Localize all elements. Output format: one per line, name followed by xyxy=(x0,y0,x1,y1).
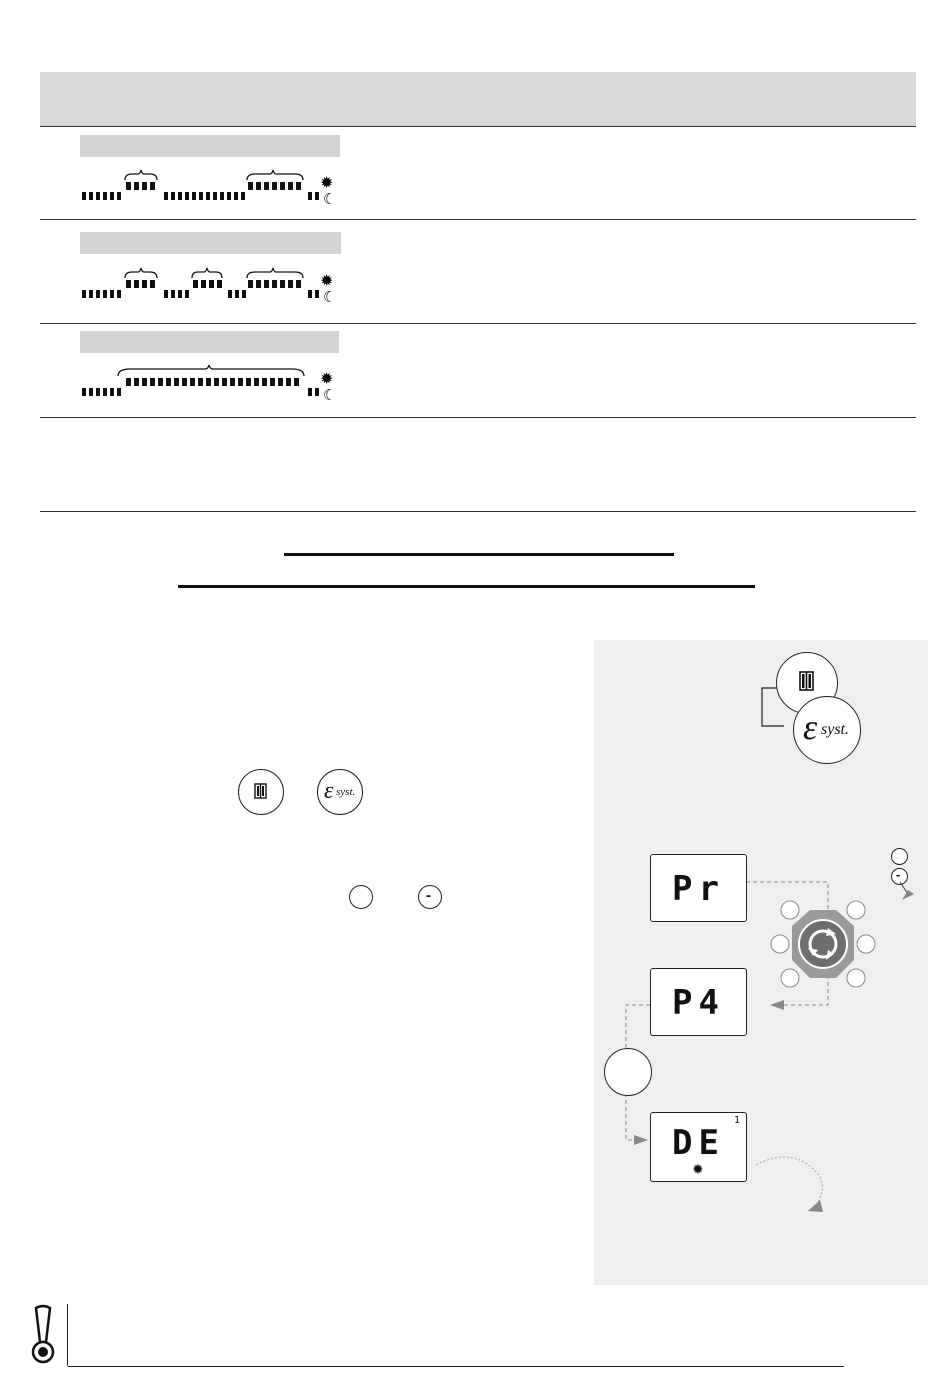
lcd-index: 1 xyxy=(733,1115,740,1126)
title-underline xyxy=(284,553,674,556)
minus-label: - xyxy=(896,867,901,882)
sun-icon: ✹ xyxy=(320,271,334,290)
subtitle-underline xyxy=(178,585,755,588)
lcd-display-schedule xyxy=(650,1112,747,1182)
row-divider xyxy=(40,323,916,324)
selector-dial[interactable] xyxy=(768,898,878,998)
program-icon xyxy=(239,770,282,813)
note-underline xyxy=(68,1366,844,1367)
sun-icon: ✹ xyxy=(692,1161,704,1177)
lcd-display-program-number xyxy=(650,968,747,1036)
minus-label: - xyxy=(426,887,431,904)
row-divider xyxy=(40,126,916,127)
procedure-illustration-panel xyxy=(594,640,928,1285)
moon-icon: ☾ xyxy=(323,386,337,404)
row-divider xyxy=(40,511,916,512)
epsilon-icon: ε xyxy=(803,707,818,747)
sun-icon: ✹ xyxy=(320,173,334,192)
lcd-display-program xyxy=(650,854,747,922)
syst-label: syst. xyxy=(821,721,849,738)
lcd-text: DE xyxy=(672,1123,725,1163)
epsilon-icon: ε xyxy=(324,778,334,804)
note-divider xyxy=(67,1304,68,1366)
lcd-text: Pr xyxy=(672,869,725,909)
moon-icon: ☾ xyxy=(323,190,337,208)
program-schedule-diagram xyxy=(80,364,350,404)
row-divider xyxy=(40,417,916,418)
row-divider xyxy=(40,219,916,220)
syst-button[interactable] xyxy=(317,769,363,815)
table-header xyxy=(40,72,916,126)
plus-button[interactable] xyxy=(349,885,373,909)
program-schedule-diagram xyxy=(80,168,350,208)
program-schedule-diagram xyxy=(80,266,350,306)
sun-icon: ✹ xyxy=(320,369,334,388)
program-title-bar xyxy=(80,135,340,157)
program-title-bar xyxy=(80,232,341,254)
moon-icon: ☾ xyxy=(323,288,337,306)
program-button[interactable] xyxy=(238,769,284,815)
warning-icon xyxy=(26,1304,60,1366)
minus-button[interactable] xyxy=(418,885,442,909)
program-title-bar xyxy=(80,331,339,353)
syst-label: syst. xyxy=(336,786,356,798)
lcd-text: P4 xyxy=(672,983,725,1023)
ok-button[interactable] xyxy=(604,1048,652,1096)
